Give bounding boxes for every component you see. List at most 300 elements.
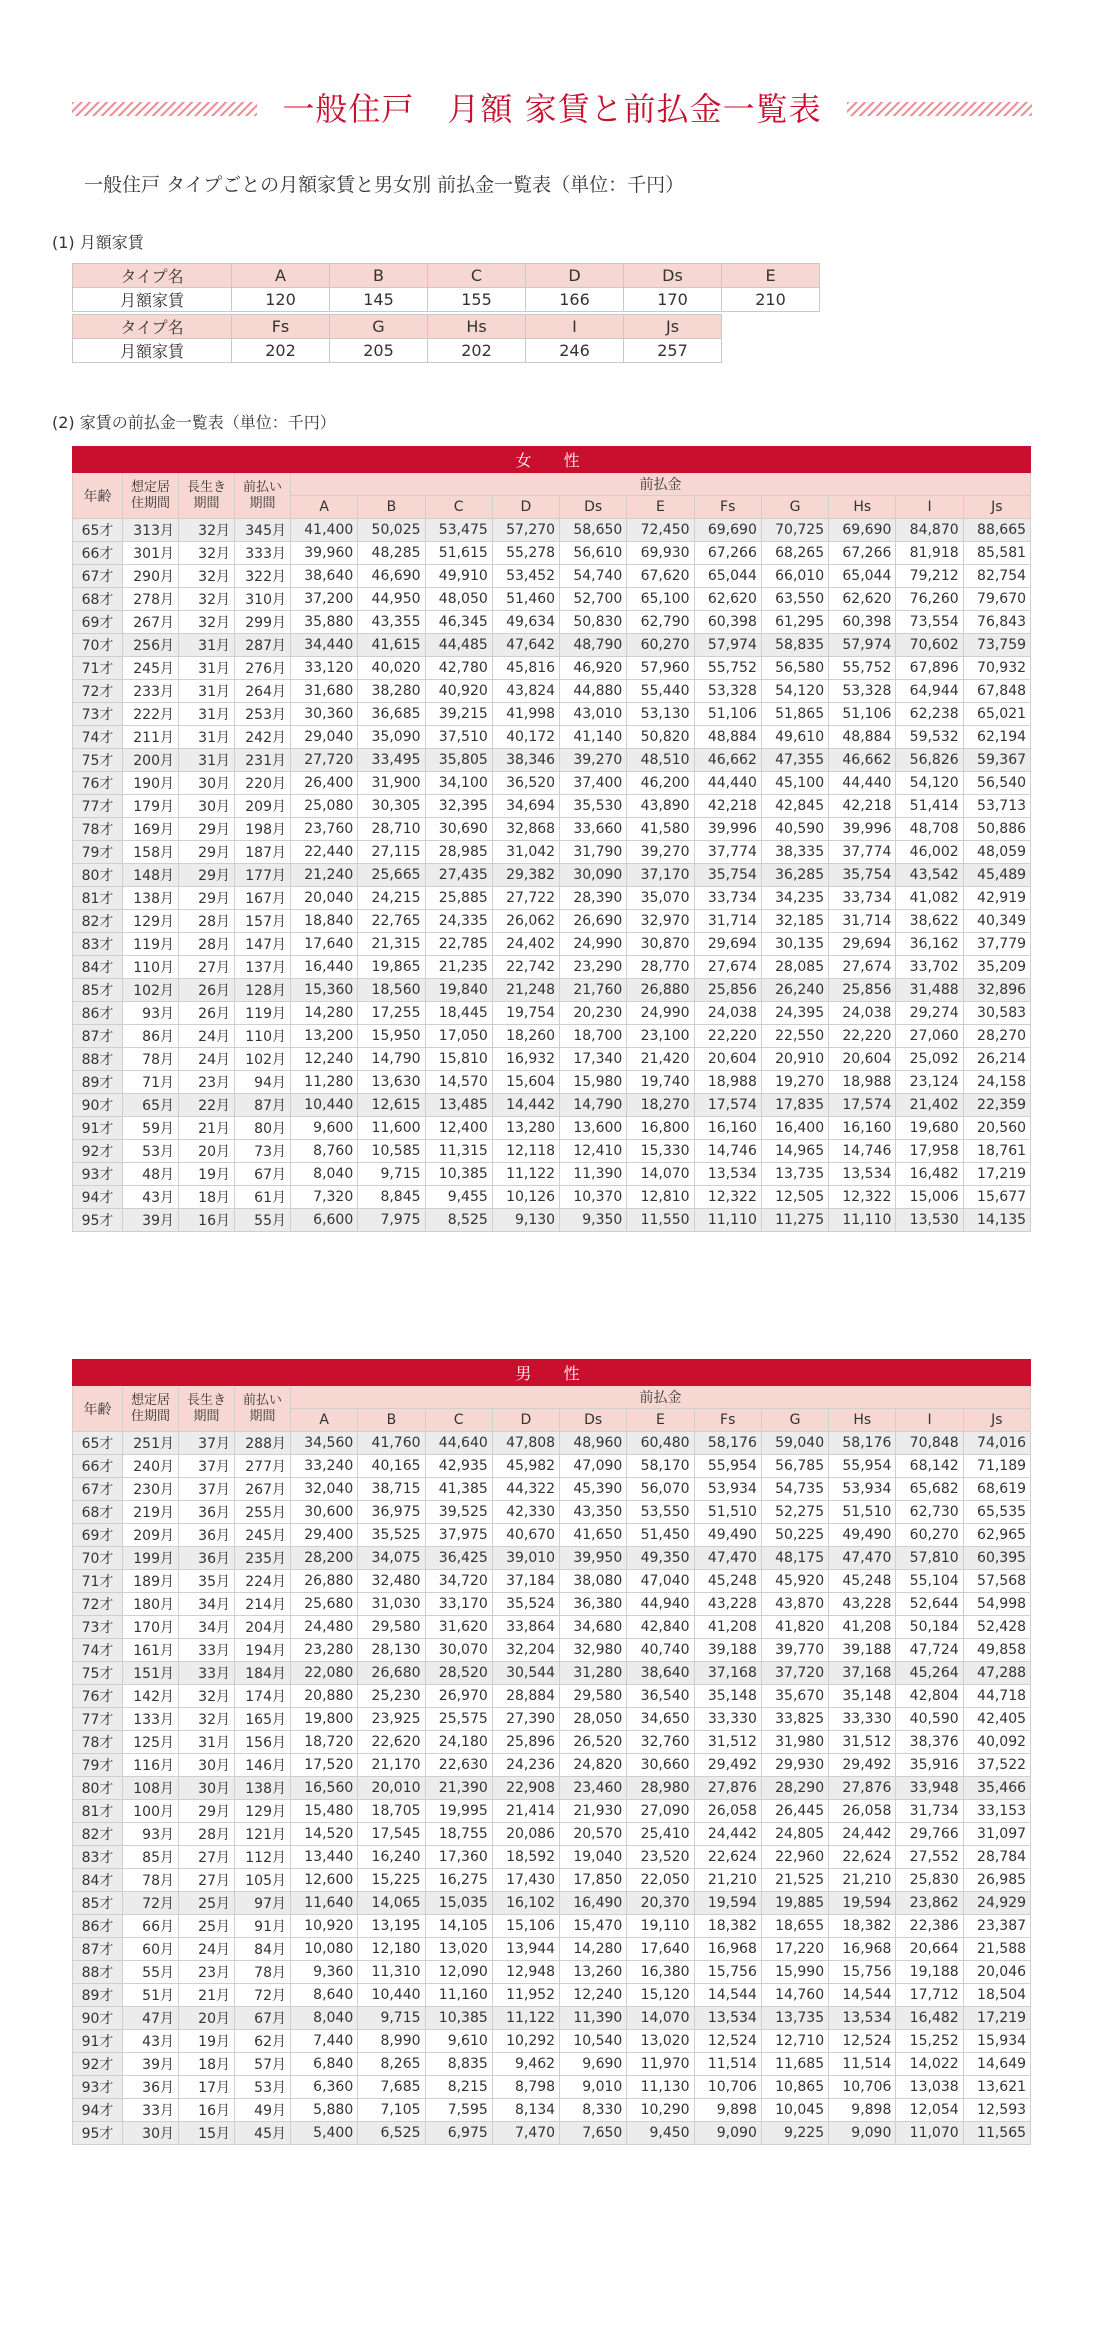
table-cell: 53,713 [963, 795, 1030, 818]
table-cell: 8,040 [291, 1163, 358, 1186]
table-cell: 36,425 [425, 1547, 492, 1570]
table-cell: 12,593 [963, 2099, 1030, 2122]
table-cell: 87月 [235, 1094, 291, 1117]
table-cell: 44,718 [963, 1685, 1030, 1708]
table-cell: 33,170 [425, 1593, 492, 1616]
table-cell: 31,280 [560, 1662, 627, 1685]
table-cell: 17,574 [694, 1094, 761, 1117]
table-cell: 16,490 [560, 1892, 627, 1915]
age-cell: 67才 [73, 565, 123, 588]
table-cell: 8,215 [425, 2076, 492, 2099]
table-cell: 60月 [123, 1938, 179, 1961]
table-cell: 53,550 [627, 1501, 694, 1524]
table-cell: 13,944 [492, 1938, 559, 1961]
table-cell: 29月 [179, 841, 235, 864]
table-cell: 29,694 [829, 933, 896, 956]
table-cell: 22,765 [358, 910, 425, 933]
rent-value-cell: 210 [722, 288, 820, 312]
age-cell: 80才 [73, 1777, 123, 1800]
age-cell: 78才 [73, 1731, 123, 1754]
table-cell: 22,440 [291, 841, 358, 864]
table-cell: 231月 [235, 749, 291, 772]
table-cell: 53月 [235, 2076, 291, 2099]
table-cell: 31月 [179, 726, 235, 749]
table-cell: 33月 [123, 2099, 179, 2122]
table-cell: 200月 [123, 749, 179, 772]
table-cell: 13,260 [560, 1961, 627, 1984]
table-row [73, 2030, 1031, 2053]
table-row [73, 1708, 1031, 1731]
table-cell: 12,948 [492, 1961, 559, 1984]
table-cell: 51,106 [694, 703, 761, 726]
table-cell: 37月 [179, 1478, 235, 1501]
table-cell: 85月 [123, 1846, 179, 1869]
table-cell: 30月 [179, 1777, 235, 1800]
table-cell: 55,752 [694, 657, 761, 680]
age-header: 年齢 [73, 473, 123, 519]
age-cell: 72才 [73, 1593, 123, 1616]
age-cell: 84才 [73, 956, 123, 979]
table-cell: 240月 [123, 1455, 179, 1478]
table-cell: 11,122 [492, 1163, 559, 1186]
table-row [73, 864, 1031, 887]
type-header: Js [963, 1409, 1030, 1432]
rent-type-header: G [330, 315, 428, 339]
table-cell: 30月 [179, 1754, 235, 1777]
table-cell: 38,640 [627, 1662, 694, 1685]
table-cell: 26月 [179, 1002, 235, 1025]
table-cell: 13,735 [761, 2007, 828, 2030]
table-cell: 187月 [235, 841, 291, 864]
table-cell: 23,520 [627, 1846, 694, 1869]
table-cell: 16,440 [291, 956, 358, 979]
table-cell: 42,935 [425, 1455, 492, 1478]
table-cell: 51,460 [492, 588, 559, 611]
table-cell: 169月 [123, 818, 179, 841]
table-cell: 16,380 [627, 1961, 694, 1984]
table-cell: 12,322 [829, 1186, 896, 1209]
table-row [73, 1662, 1031, 1685]
table-row [73, 611, 1031, 634]
table-cell: 30,090 [560, 864, 627, 887]
table-cell: 19月 [179, 1163, 235, 1186]
table-cell: 29月 [179, 887, 235, 910]
table-cell: 70,725 [761, 519, 828, 542]
table-cell: 10,540 [560, 2030, 627, 2053]
table-cell: 11,110 [829, 1209, 896, 1232]
table-cell: 12,710 [761, 2030, 828, 2053]
age-cell: 79才 [73, 1754, 123, 1777]
table-cell: 14,065 [358, 1892, 425, 1915]
table-cell: 15,756 [829, 1961, 896, 1984]
table-cell: 73,759 [963, 634, 1030, 657]
table-cell: 17,360 [425, 1846, 492, 1869]
table-cell: 6,840 [291, 2053, 358, 2076]
type-header: B [358, 1409, 425, 1432]
table-cell: 31,097 [963, 1823, 1030, 1846]
table-cell: 25,092 [896, 1048, 963, 1071]
table-cell: 17,640 [291, 933, 358, 956]
table-cell: 7,470 [492, 2122, 559, 2145]
table-cell: 49,634 [492, 611, 559, 634]
table-cell: 49,490 [829, 1524, 896, 1547]
table-cell: 78月 [123, 1869, 179, 1892]
table-cell: 10,045 [761, 2099, 828, 2122]
table-cell: 62,790 [627, 611, 694, 634]
table-cell: 78月 [235, 1961, 291, 1984]
table-cell: 27,876 [694, 1777, 761, 1800]
table-cell: 27,722 [492, 887, 559, 910]
table-cell: 14,070 [627, 1163, 694, 1186]
table-cell: 33月 [179, 1639, 235, 1662]
age-header: 年齢 [73, 1386, 123, 1432]
table-cell: 31,680 [291, 680, 358, 703]
table-cell: 11,280 [291, 1071, 358, 1094]
table-cell: 19,188 [896, 1961, 963, 1984]
table-cell: 7,440 [291, 2030, 358, 2053]
table-cell: 54,740 [560, 565, 627, 588]
table-cell: 43,870 [761, 1593, 828, 1616]
longevity-period-header [179, 1386, 235, 1432]
table-cell: 17,220 [761, 1938, 828, 1961]
table-cell: 48,884 [829, 726, 896, 749]
table-cell: 23,862 [896, 1892, 963, 1915]
table-cell: 53,452 [492, 565, 559, 588]
table-cell: 47,470 [829, 1547, 896, 1570]
table-cell: 190月 [123, 772, 179, 795]
table-cell: 156月 [235, 1731, 291, 1754]
table-cell: 16,800 [627, 1117, 694, 1140]
table-cell: 52,700 [560, 588, 627, 611]
table-cell: 43,824 [492, 680, 559, 703]
table-cell: 48,285 [358, 542, 425, 565]
monthly-rent-label: 月額家賃 [73, 288, 232, 312]
table-cell: 233月 [123, 680, 179, 703]
table-cell: 29,580 [358, 1616, 425, 1639]
table-cell: 84,870 [896, 519, 963, 542]
table-cell: 36月 [179, 1501, 235, 1524]
table-cell: 161月 [123, 1639, 179, 1662]
table-cell: 24月 [179, 1048, 235, 1071]
table-cell: 76,260 [896, 588, 963, 611]
table-cell: 24,335 [425, 910, 492, 933]
table-cell: 21,248 [492, 979, 559, 1002]
table-cell: 39,996 [829, 818, 896, 841]
type-header: I [896, 1409, 963, 1432]
type-header: G [761, 1409, 828, 1432]
table-row [73, 1547, 1031, 1570]
longevity-period-header-line1: 長生き [186, 1392, 226, 1408]
table-cell: 30,135 [761, 933, 828, 956]
table-cell: 34月 [179, 1616, 235, 1639]
rent-type-header: D [526, 264, 624, 288]
rent-type-header: B [330, 264, 428, 288]
prepay-section-label: (2) 家賃の前払金一覧表（単位：千円） [52, 413, 336, 432]
table-cell: 49月 [235, 2099, 291, 2122]
table-cell: 54,120 [896, 772, 963, 795]
table-cell: 301月 [123, 542, 179, 565]
table-cell: 177月 [235, 864, 291, 887]
age-cell: 86才 [73, 1915, 123, 1938]
table-cell: 11,550 [627, 1209, 694, 1232]
age-cell: 83才 [73, 1846, 123, 1869]
table-cell: 10,440 [358, 1984, 425, 2007]
table-cell: 16,968 [829, 1938, 896, 1961]
table-cell: 17,545 [358, 1823, 425, 1846]
table-cell: 21,170 [358, 1754, 425, 1777]
table-cell: 62,620 [829, 588, 896, 611]
table-cell: 37,200 [291, 588, 358, 611]
table-cell: 8,760 [291, 1140, 358, 1163]
table-cell: 13,630 [358, 1071, 425, 1094]
table-row [73, 1163, 1031, 1186]
table-cell: 59,367 [963, 749, 1030, 772]
type-header: E [627, 496, 694, 519]
table-cell: 50,830 [560, 611, 627, 634]
type-name-label: タイプ名 [73, 264, 232, 288]
age-cell: 83才 [73, 933, 123, 956]
table-row [73, 1915, 1031, 1938]
table-cell: 33,240 [291, 1455, 358, 1478]
table-cell: 31,488 [896, 979, 963, 1002]
table-cell: 37月 [179, 1455, 235, 1478]
prepay-period-header-line1: 前払い [242, 1392, 282, 1408]
table-cell: 17,712 [896, 1984, 963, 2007]
table-cell: 22,742 [492, 956, 559, 979]
table-cell: 49,350 [627, 1547, 694, 1570]
table-cell: 53,934 [694, 1478, 761, 1501]
table-cell: 242月 [235, 726, 291, 749]
table-cell: 267月 [235, 1478, 291, 1501]
table-cell: 65,682 [896, 1478, 963, 1501]
table-row [73, 1570, 1031, 1593]
table-cell: 18,592 [492, 1846, 559, 1869]
table-cell: 15,756 [694, 1961, 761, 1984]
table-row [73, 1639, 1031, 1662]
table-cell: 34月 [179, 1593, 235, 1616]
table-cell: 45,920 [761, 1570, 828, 1593]
table-cell: 12,054 [896, 2099, 963, 2122]
table-cell: 12,410 [560, 1140, 627, 1163]
table-cell: 64,944 [896, 680, 963, 703]
type-header: I [896, 496, 963, 519]
table-cell: 38,622 [896, 910, 963, 933]
table-cell: 66,010 [761, 565, 828, 588]
table-cell: 10,706 [829, 2076, 896, 2099]
table-cell: 40,349 [963, 910, 1030, 933]
type-header: Fs [694, 1409, 761, 1432]
table-cell: 17,835 [761, 1094, 828, 1117]
table-cell: 34,075 [358, 1547, 425, 1570]
table-cell: 10,080 [291, 1938, 358, 1961]
table-cell: 41,082 [896, 887, 963, 910]
table-cell: 24,215 [358, 887, 425, 910]
table-cell: 33,864 [492, 1616, 559, 1639]
table-cell: 37,774 [829, 841, 896, 864]
rent-value-cell: 145 [330, 288, 428, 312]
table-cell: 79,212 [896, 565, 963, 588]
table-cell: 138月 [123, 887, 179, 910]
table-cell: 9,462 [492, 2053, 559, 2076]
table-cell: 42,405 [963, 1708, 1030, 1731]
type-header: E [627, 1409, 694, 1432]
table-cell: 73,554 [896, 611, 963, 634]
table-cell: 67,620 [627, 565, 694, 588]
table-cell: 62,238 [896, 703, 963, 726]
table-cell: 16,560 [291, 1777, 358, 1800]
table-cell: 57,960 [627, 657, 694, 680]
table-cell: 94月 [235, 1071, 291, 1094]
table-cell: 24,442 [829, 1823, 896, 1846]
age-cell: 91才 [73, 1117, 123, 1140]
table-cell: 31月 [179, 703, 235, 726]
table-cell: 21,525 [761, 1869, 828, 1892]
table-cell: 40,590 [761, 818, 828, 841]
table-cell: 20,910 [761, 1048, 828, 1071]
table-cell: 17,574 [829, 1094, 896, 1117]
table-cell: 31月 [179, 657, 235, 680]
type-header: Js [963, 496, 1030, 519]
header-row [73, 1386, 1031, 1409]
table-cell: 39,270 [627, 841, 694, 864]
rent-table-1 [72, 263, 820, 312]
table-cell: 32月 [179, 611, 235, 634]
table-row [73, 795, 1031, 818]
table-cell: 32月 [179, 565, 235, 588]
table-cell: 26,680 [358, 1662, 425, 1685]
table-cell: 38,376 [896, 1731, 963, 1754]
table-cell: 51,615 [425, 542, 492, 565]
age-cell: 92才 [73, 2053, 123, 2076]
table-cell: 15,225 [358, 1869, 425, 1892]
table-cell: 56,785 [761, 1455, 828, 1478]
table-row [73, 1823, 1031, 1846]
table-cell: 42,218 [829, 795, 896, 818]
table-cell: 62月 [235, 2030, 291, 2053]
table-cell: 44,322 [492, 1478, 559, 1501]
table-cell: 313月 [123, 519, 179, 542]
table-cell: 52,644 [896, 1593, 963, 1616]
longevity-period-header-line1: 長生き [186, 479, 226, 495]
table-row [73, 1524, 1031, 1547]
table-cell: 46,002 [896, 841, 963, 864]
age-cell: 77才 [73, 795, 123, 818]
table-cell: 16,482 [896, 2007, 963, 2030]
table-cell: 27,720 [291, 749, 358, 772]
table-cell: 12,600 [291, 1869, 358, 1892]
table-cell: 47,288 [963, 1662, 1030, 1685]
table-cell: 26,880 [291, 1570, 358, 1593]
table-cell: 9,715 [358, 2007, 425, 2030]
table-cell: 30,360 [291, 703, 358, 726]
table-cell: 33,948 [896, 1777, 963, 1800]
table-cell: 55,954 [694, 1455, 761, 1478]
table-cell: 21,315 [358, 933, 425, 956]
table-cell: 110月 [235, 1025, 291, 1048]
table-cell: 16,932 [492, 1048, 559, 1071]
table-cell: 267月 [123, 611, 179, 634]
table-cell: 10,440 [291, 1094, 358, 1117]
table-cell: 32,185 [761, 910, 828, 933]
table-cell: 35月 [179, 1570, 235, 1593]
table-row [73, 703, 1031, 726]
table-cell: 8,265 [358, 2053, 425, 2076]
table-cell: 142月 [123, 1685, 179, 1708]
table-cell: 16,102 [492, 1892, 559, 1915]
table-cell: 35,805 [425, 749, 492, 772]
table-cell: 40,670 [492, 1524, 559, 1547]
table-cell: 41,998 [492, 703, 559, 726]
age-cell: 66才 [73, 542, 123, 565]
age-cell: 94才 [73, 2099, 123, 2122]
table-cell: 47,724 [896, 1639, 963, 1662]
age-cell: 95才 [73, 1209, 123, 1232]
table-cell: 34,650 [627, 1708, 694, 1731]
type-header: Fs [694, 496, 761, 519]
table-cell: 35,524 [492, 1593, 559, 1616]
table-cell: 18,761 [963, 1140, 1030, 1163]
table-cell: 20月 [179, 2007, 235, 2030]
table-row [73, 1186, 1031, 1209]
table-cell: 21,210 [829, 1869, 896, 1892]
table-cell: 47,090 [560, 1455, 627, 1478]
table-cell: 10,126 [492, 1186, 559, 1209]
table-cell: 17,850 [560, 1869, 627, 1892]
table-cell: 17,640 [627, 1938, 694, 1961]
table-cell: 105月 [235, 1869, 291, 1892]
table-cell: 20,046 [963, 1961, 1030, 1984]
table-cell: 60,395 [963, 1547, 1030, 1570]
table-cell: 32,760 [627, 1731, 694, 1754]
table-cell: 70,932 [963, 657, 1030, 680]
table-cell: 35,148 [829, 1685, 896, 1708]
table-cell: 15,480 [291, 1800, 358, 1823]
table-cell: 32,204 [492, 1639, 559, 1662]
table-cell: 20,086 [492, 1823, 559, 1846]
table-cell: 41,385 [425, 1478, 492, 1501]
table-cell: 62,620 [694, 588, 761, 611]
table-cell: 36,685 [358, 703, 425, 726]
table-cell: 277月 [235, 1455, 291, 1478]
table-cell: 11,565 [963, 2122, 1030, 2145]
table-cell: 31,042 [492, 841, 559, 864]
table-cell: 253月 [235, 703, 291, 726]
table-cell: 6,975 [425, 2122, 492, 2145]
table-cell: 17,255 [358, 1002, 425, 1025]
table-cell: 67,848 [963, 680, 1030, 703]
table-row [73, 979, 1031, 1002]
table-cell: 30,544 [492, 1662, 559, 1685]
table-cell: 15,810 [425, 1048, 492, 1071]
table-cell: 21月 [179, 1984, 235, 2007]
table-cell: 55月 [123, 1961, 179, 1984]
prepay-period-header-line2: 期間 [249, 495, 276, 511]
table-cell: 38,335 [761, 841, 828, 864]
table-cell: 73月 [235, 1140, 291, 1163]
table-cell: 26月 [179, 979, 235, 1002]
table-cell: 21月 [179, 1117, 235, 1140]
table-row [73, 818, 1031, 841]
gender-label: 女 性 [73, 447, 1031, 473]
table-cell: 81,918 [896, 542, 963, 565]
table-cell: 47,470 [694, 1547, 761, 1570]
table-cell: 50,886 [963, 818, 1030, 841]
table-cell: 68,619 [963, 1478, 1030, 1501]
table-cell: 27,115 [358, 841, 425, 864]
table-cell: 220月 [235, 772, 291, 795]
table-cell: 25,830 [896, 1869, 963, 1892]
table-cell: 65,044 [694, 565, 761, 588]
